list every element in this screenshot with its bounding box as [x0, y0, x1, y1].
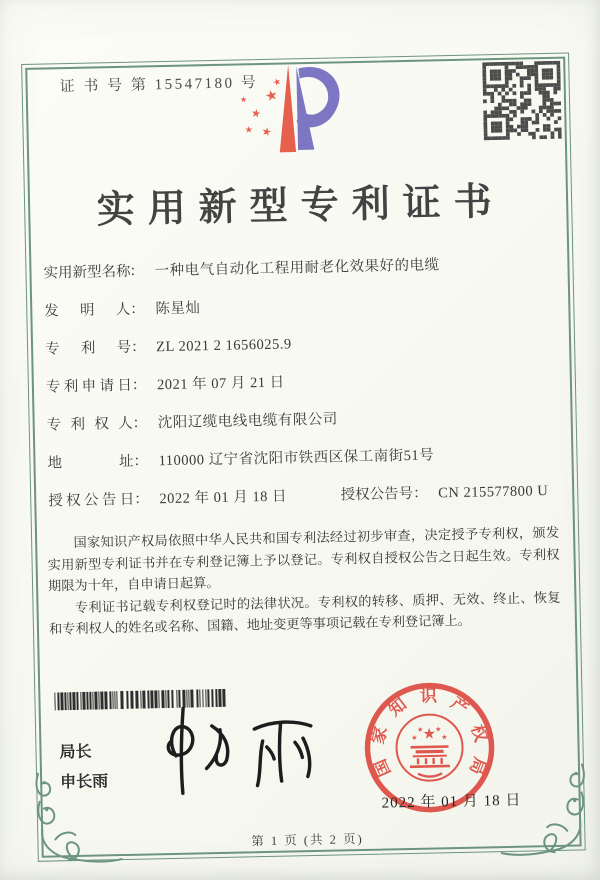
field-colon: ：	[129, 263, 145, 280]
field-value: ZL 2021 2 1656025.9	[156, 336, 292, 356]
seal-char: 权	[467, 722, 491, 745]
field-row	[46, 367, 562, 399]
field-colon: ：	[131, 377, 147, 394]
seal-char: 家	[368, 724, 391, 746]
corner-ornament-left-icon	[30, 768, 124, 866]
field-value: CN 215577800 U	[438, 483, 549, 502]
signer-name: 申长雨	[60, 773, 109, 792]
field-value: 2021 年 07 月 21 日	[156, 374, 285, 394]
field-label: 实用新型名称	[43, 263, 131, 282]
seal-char: 国	[370, 756, 395, 780]
cnipa-patent-logo-icon	[237, 57, 351, 161]
certificate-title: 实用新型专利证书	[96, 180, 506, 232]
field-label: 发 明 人	[44, 301, 131, 320]
svg-text:★: ★	[441, 733, 448, 742]
director-signature	[140, 697, 334, 803]
svg-text:★: ★	[434, 725, 442, 734]
field-row	[47, 405, 563, 437]
field-label: 地 址	[47, 453, 134, 472]
national-emblem-icon	[396, 714, 463, 781]
seal-char: 局	[465, 754, 490, 778]
signer-title: 局长	[59, 743, 92, 762]
field-label: 授权公告号	[340, 485, 414, 504]
field-label: 专 利 号	[44, 339, 132, 358]
field-value: 一种电气自动化工程用耐老化效果好的电缆	[154, 257, 440, 280]
svg-text:★: ★	[250, 106, 262, 121]
field-row	[44, 291, 560, 323]
svg-text:★: ★	[263, 86, 280, 106]
svg-text:★: ★	[416, 725, 424, 734]
field-row-double	[48, 481, 564, 513]
field-value: 陈星灿	[155, 300, 201, 318]
field-colon: ：	[130, 301, 145, 318]
seal-char: 识	[419, 686, 438, 706]
svg-text:★: ★	[260, 124, 273, 140]
field-colon: ：	[130, 339, 146, 356]
field-colon: ：	[134, 491, 149, 508]
page-footer: 第 1 页 (共 2 页)	[251, 831, 364, 849]
legal-text	[47, 522, 561, 641]
seal-date: 2022 年 01 月 18 日	[381, 792, 522, 812]
legal-paragraph: 国家知识产权局依照中华人民共和国专利法经过初步审查，决定授予专利权，颁发实用新型专利证书并在专利登记簿上予以登记。专利权自授权公告之日起生效。专利权期限为十年，自申请日起算。	[47, 524, 560, 594]
field-value: 沈阳辽缆电线电缆有限公司	[157, 411, 338, 432]
svg-text:★: ★	[239, 94, 248, 105]
svg-text:★: ★	[422, 724, 437, 743]
qr-code	[482, 61, 562, 141]
field-colon: ：	[412, 485, 428, 502]
svg-text:★: ★	[271, 75, 284, 90]
svg-text:★: ★	[244, 124, 254, 136]
field-label: 授权公告日	[48, 491, 135, 510]
field-row	[45, 329, 561, 361]
field-colon: ：	[132, 415, 148, 432]
svg-text:★: ★	[411, 733, 418, 742]
certificate-number: 证 书 号 第 15547180 号	[59, 75, 259, 96]
field-label: 专利申请日	[45, 377, 133, 396]
field-value: 110000 辽宁省沈阳市铁西区保工南街51号	[158, 447, 435, 470]
seal-char: 产	[447, 693, 473, 719]
seal-char: 知	[385, 694, 411, 720]
field-list	[43, 253, 564, 530]
field-value: 2022 年 01 月 18 日	[159, 488, 288, 508]
legal-paragraph: 专利证书记载专利权登记时的法律状况。专利权的转移、质押、无效、终止、恢复和专利权人的姓名或名称、国籍、地址变更等事项记载在专利登记簿上。	[48, 589, 561, 637]
field-label: 专 利 权 人	[46, 415, 133, 434]
field-row	[47, 443, 563, 475]
field-colon: ：	[133, 453, 149, 470]
